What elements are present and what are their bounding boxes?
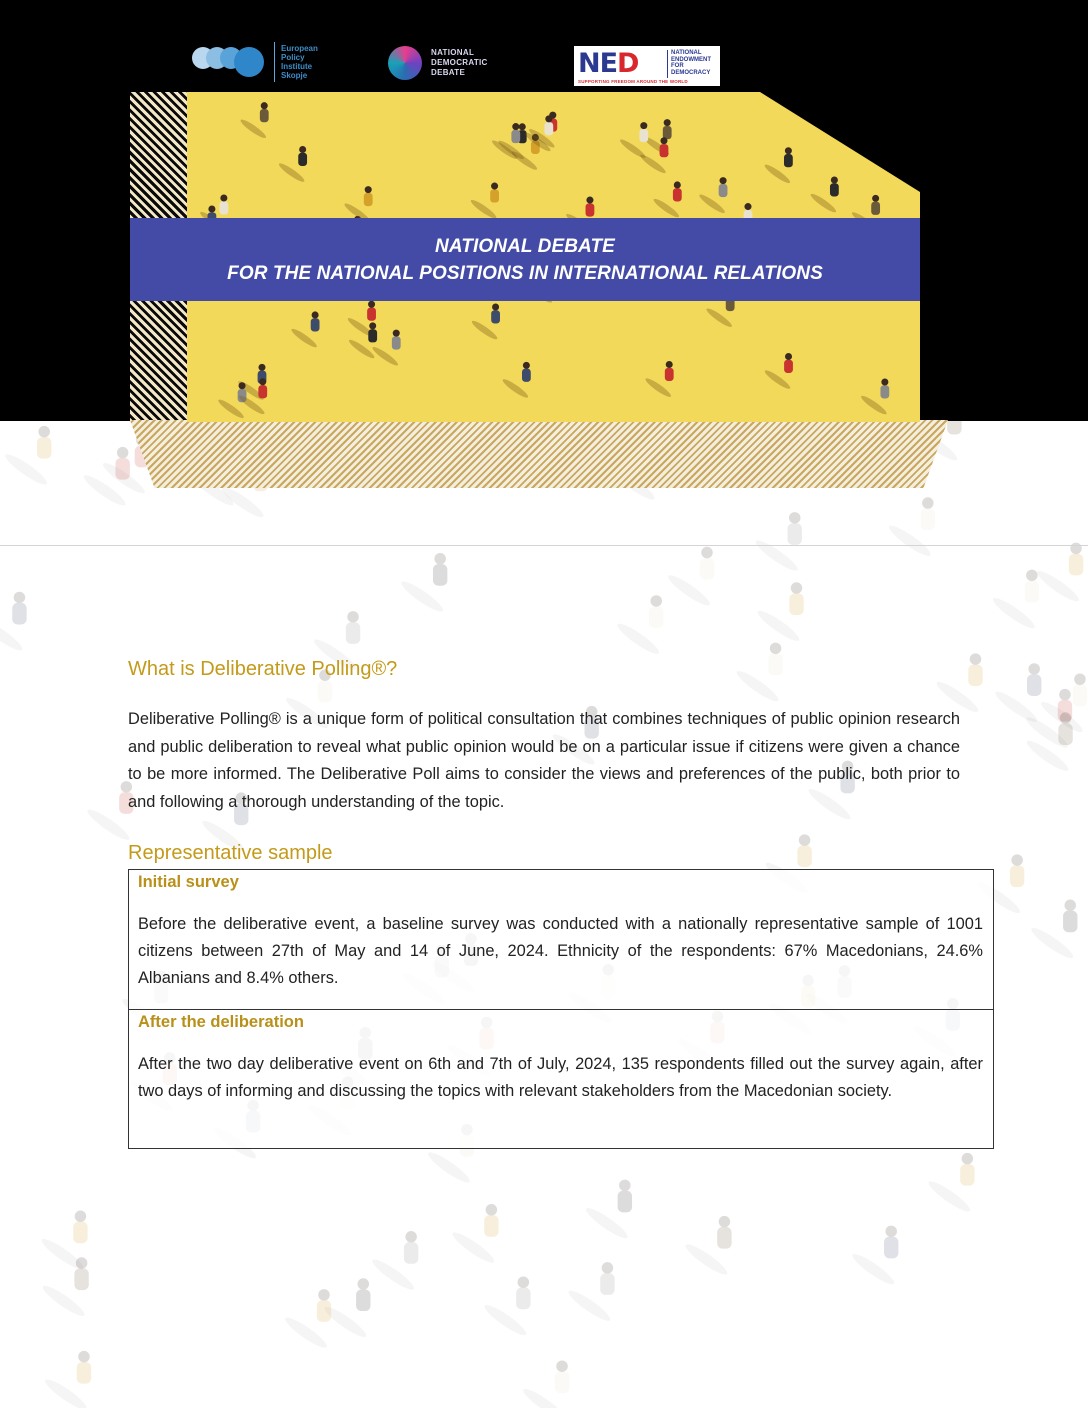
person-figure (501, 362, 531, 400)
person-figure (809, 176, 839, 214)
after-deliberation-section (129, 1010, 993, 1148)
ned-logo (574, 46, 720, 86)
person-figure (652, 181, 682, 219)
person-figure (926, 1153, 975, 1215)
after-deliberation-body: After the two day deliberative event on 6th and 7th of July, 2024, 135 respondents filled out the survey again, after two days of informing and discussing the topics with relevant stakeholders from the Macedonian society. (138, 1055, 983, 1101)
what-is-heading: What is Deliberative Polling®? (128, 658, 398, 680)
person-figure (1034, 543, 1083, 605)
banner-title (130, 218, 920, 301)
person-figure (583, 1180, 632, 1242)
person-figure (277, 146, 307, 184)
initial-survey-body: Before the deliberative event, a baseline survey was conducted with a nationally representative sample of 1001 citizens between 27th of May and 14 of June, 2024. Ethnicity of the respondents: 67% Macedonians, 24.6% Albanians and 8.4% others. (138, 915, 983, 988)
person-figure (763, 147, 793, 185)
person-figure (0, 592, 27, 654)
epi-logo-mark (192, 47, 256, 77)
epi-logo-text: European Policy Institute Skopje (281, 44, 318, 80)
representative-sample-heading: Representative sample (128, 842, 333, 864)
person-figure (469, 183, 499, 221)
person-figure (992, 663, 1041, 725)
person-figure (1029, 900, 1078, 962)
what-is-body: Deliberative Polling® is a unique form of political consultation that combines techniques of public opinion research and public deliberation to reveal what public opinion would be on a particular issue if citizens were given a chance to be more informed. The Deliberative Poll aims to consider the views and preferences of the public, both prior to and following a thorough understanding of the topic. (128, 710, 960, 811)
ned-strapline: SUPPORTING FREEDOM AROUND THE WORLD (578, 79, 688, 84)
person-figure (369, 1231, 418, 1293)
banner-hatch-bottom (130, 420, 948, 488)
person-figure (470, 303, 500, 341)
person-figure (886, 497, 935, 559)
ndd-globe-icon (388, 46, 422, 80)
epi-logo (192, 40, 325, 84)
person-figure (520, 1360, 569, 1408)
ned-logo-text: NATIONAL ENDOWMENT FOR DEMOCRACY (671, 50, 711, 76)
person-figure (217, 382, 247, 420)
banner-title-line2: FOR THE NATIONAL POSITIONS IN INTERNATIONAL RELATIONS (227, 262, 823, 284)
banner-title-line1: NATIONAL DEBATE (435, 235, 615, 257)
person-figure (734, 643, 783, 705)
person-figure (763, 353, 793, 391)
person-figure (698, 177, 728, 215)
person-figure (990, 570, 1039, 632)
ndd-logo-text: NATIONAL DEMOCRATIC DEBATE (431, 48, 488, 77)
person-figure (450, 1204, 499, 1266)
initial-survey-title: Initial survey (138, 873, 239, 891)
person-figure (849, 1226, 898, 1288)
person-figure (239, 102, 269, 140)
divider (0, 545, 1088, 546)
person-figure (290, 311, 320, 349)
person-figure (755, 582, 804, 644)
person-figure (644, 361, 674, 399)
ndd-logo (388, 44, 488, 82)
person-figure (665, 547, 714, 609)
person-figure (282, 1289, 331, 1351)
person-figure (753, 512, 802, 574)
person-figure (614, 595, 663, 657)
person-figure (398, 553, 447, 615)
initial-survey-section (129, 870, 993, 1010)
ned-acronym: NED (578, 48, 639, 79)
representative-sample-table (128, 869, 994, 1149)
person-figure (566, 1262, 615, 1324)
person-figure (683, 1216, 732, 1278)
person-figure (618, 122, 648, 160)
after-deliberation-title: After the deliberation (138, 1013, 304, 1031)
person-figure (482, 1276, 531, 1338)
person-figure (40, 1257, 89, 1319)
person-figure (85, 781, 134, 843)
person-figure (2, 426, 51, 488)
person-figure (859, 378, 889, 416)
person-figure (42, 1351, 91, 1408)
